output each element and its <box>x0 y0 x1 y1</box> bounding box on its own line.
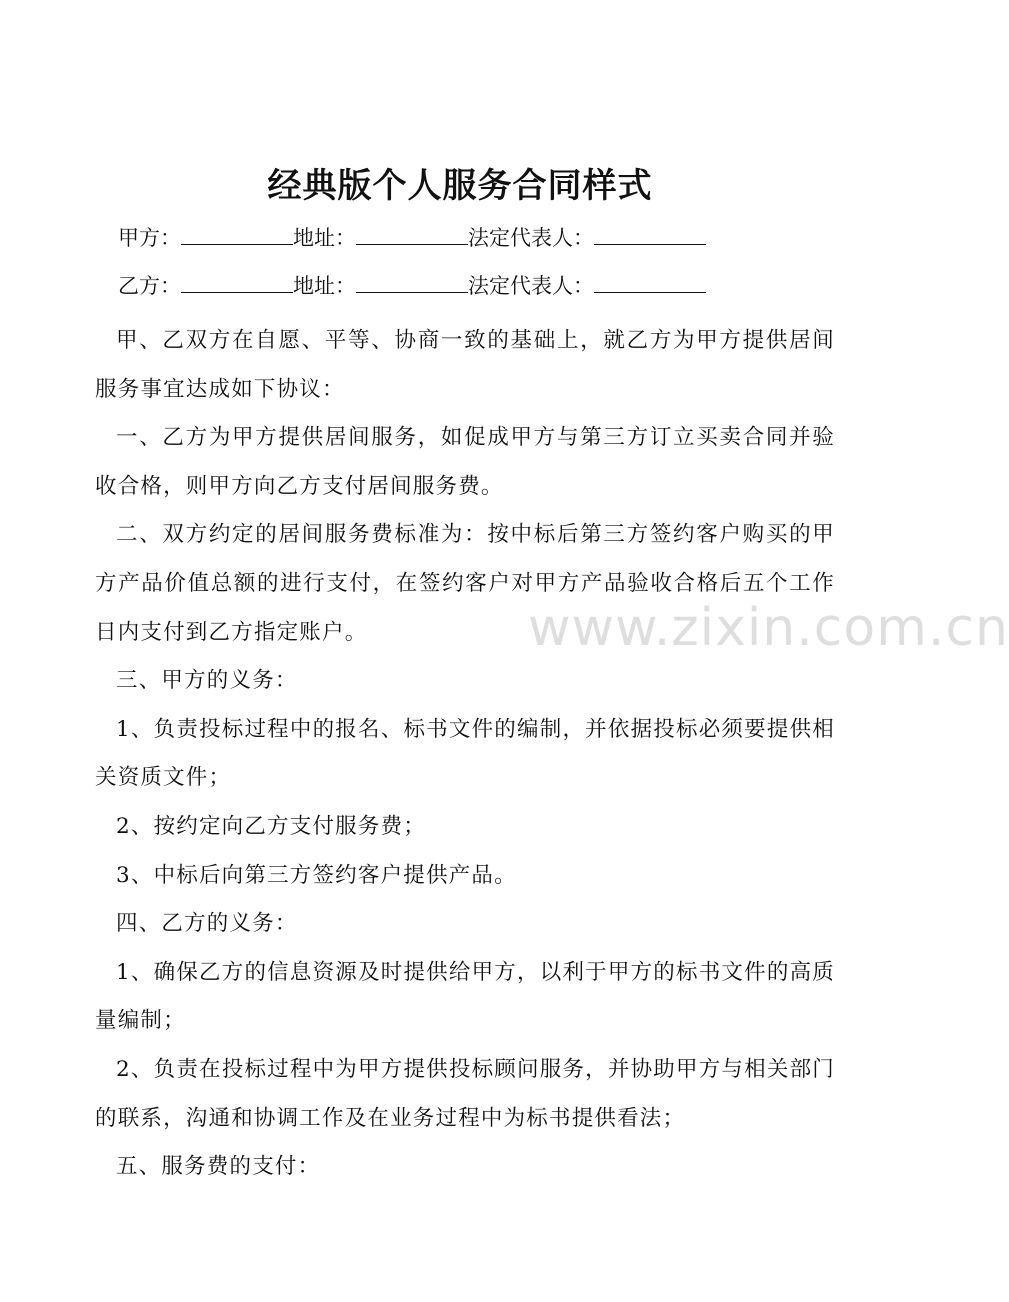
party-a-address-label: 地址： <box>293 226 356 250</box>
party-b-rep-label: 法定代表人： <box>468 274 594 298</box>
contract-body <box>95 317 835 1192</box>
watermark: www.zixin.com.cn <box>528 598 1009 658</box>
paragraph-clause-2: 二、双方约定的居间服务费标准为：按中标后第三方签约客户购买的甲方产品价值总额的进行支付，在签约客户对甲方产品验收合格后五个工作日内支付到乙方指定账户。 <box>95 522 835 645</box>
party-b-line <box>118 270 818 301</box>
paragraph-party-a-duty-2: 2、按约定向乙方支付服务费； <box>116 813 426 839</box>
paragraph-party-a-duties-heading: 三、甲方的义务： <box>116 668 298 694</box>
party-b-address-blank <box>356 270 468 293</box>
party-a-rep-blank <box>594 222 706 245</box>
paragraph-party-a-duty-1: 1、负责投标过程中的报名、标书文件的编制，并依据投标必须要提供相关资质文件； <box>95 716 835 791</box>
party-b-rep-blank <box>594 270 706 293</box>
party-a-address-blank <box>356 222 468 245</box>
paragraph-fee-payment-heading: 五、服务费的支付： <box>116 1154 321 1180</box>
party-b-blank <box>181 270 293 293</box>
party-b-label: 乙方： <box>118 274 181 298</box>
paragraph-preamble: 甲、乙双方在自愿、平等、协商一致的基础上，就乙方为甲方提供居间服务事宜达成如下协议： <box>95 328 835 402</box>
party-b-address-label: 地址： <box>293 274 356 298</box>
party-a-blank <box>181 222 293 245</box>
party-a-label: 甲方： <box>118 226 181 250</box>
paragraph-party-b-duty-1: 1、确保乙方的信息资源及时提供给甲方，以利于甲方的标书文件的高质量编制； <box>95 959 835 1034</box>
document-title: 经典版个人服务合同样式 <box>267 166 653 206</box>
paragraph-clause-1: 一、乙方为甲方提供居间服务，如促成甲方与第三方订立买卖合同并验收合格，则甲方向乙方支付居间服务费。 <box>95 425 835 499</box>
party-a-line <box>118 222 818 253</box>
party-a-rep-label: 法定代表人： <box>468 226 594 250</box>
paragraph-party-b-duties-heading: 四、乙方的义务： <box>116 911 298 937</box>
paragraph-party-b-duty-2: 2、负责在投标过程中为甲方提供投标顾问服务，并协助甲方与相关部门的联系，沟通和协调工作及在业务过程中为标书提供看法； <box>95 1056 835 1131</box>
paragraph-party-a-duty-3: 3、中标后向第三方签约客户提供产品。 <box>116 862 517 888</box>
